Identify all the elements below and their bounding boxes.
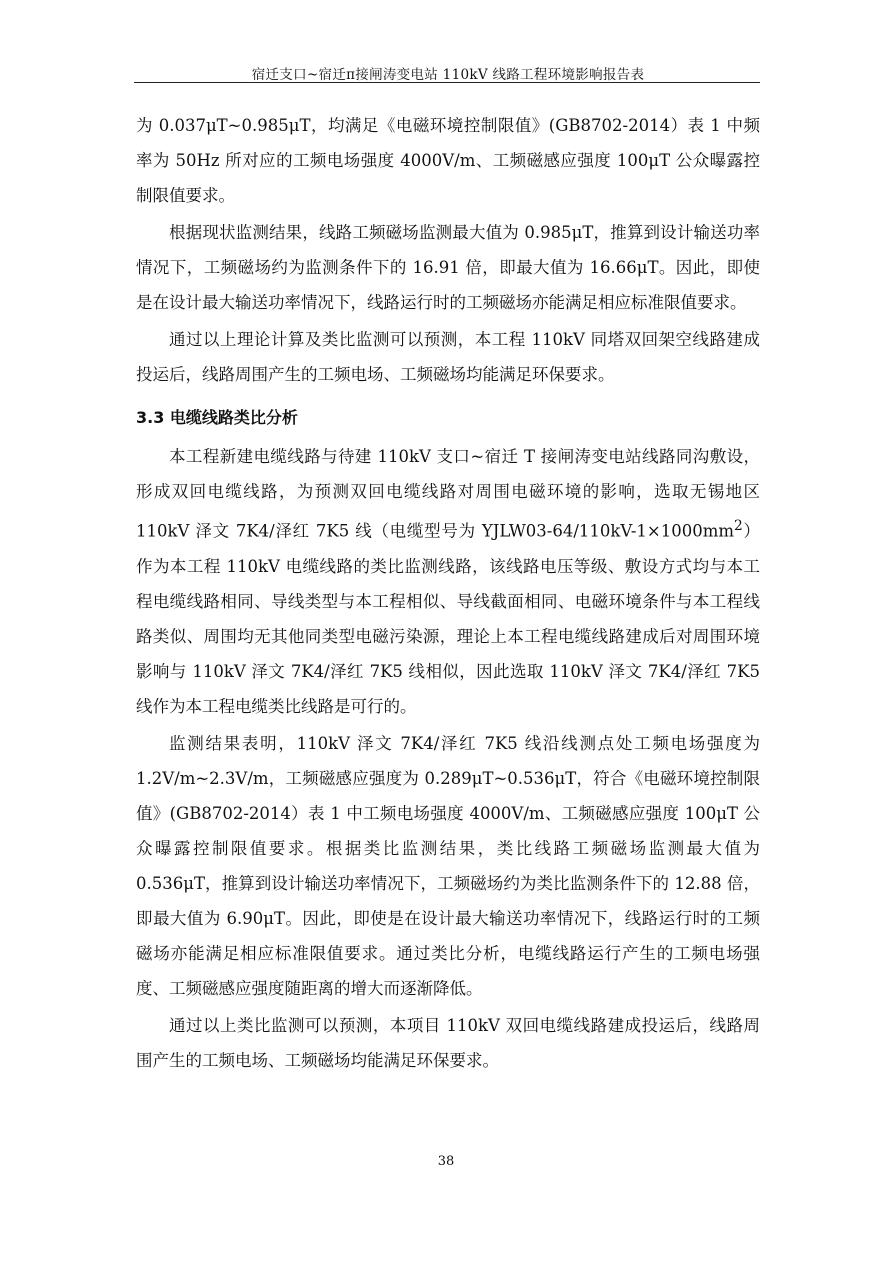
- header-divider: [134, 82, 760, 83]
- cable-analogy-text-b: ）作为本工程 110kV 电缆线路的类比监测线路，该线路电压等级、敷设方式均与本工程电缆线路相同、导线类型与本工程相似、导线截面相同、电磁环境条件与本工程线路类似、周围均无其他同类型电磁污染源，理论上本工程电缆线路建成后对周围环境影响与 110kV 泽文 7K4/泽红 7K5 线相似，因此选取 110kV 泽文 7K4/泽红 7K5 线作为本工程电缆类比线路是可行的。: [136, 521, 760, 716]
- document-body: [136, 108, 760, 1080]
- cable-analogy-text-a: 本工程新建电缆线路与待建 110kV 支口~宿迁 T 接闸涛变电站线路同沟敷设，形成双回电缆线路，为预测双回电缆线路对周围电磁环境的影响，选取无锡地区 110kV 泽文 7K4/泽红 7K5 线（电缆型号为 YJLW03-64/110kV-1×1000mm: [136, 447, 760, 541]
- page-number: 38: [437, 1154, 455, 1169]
- superscript: 2: [734, 518, 743, 534]
- paragraph-continuation: 为 0.037μT~0.985μT，均满足《电磁环境控制限值》(GB8702-2014）表 1 中频率为 50Hz 所对应的工频电场强度 4000V/m、工频磁感应强度 100μT 公众曝露控制限值要求。: [136, 116, 760, 205]
- paragraph-monitoring-result: 根据现状监测结果，线路工频磁场监测最大值为 0.985μT，推算到设计输送功率情况下，工频磁场约为监测条件下的 16.91 倍，即最大值为 16.66μT。因此，即使是在设计最大输送功率情况下，线路运行时的工频磁场亦能满足相应标准限值要求。: [136, 223, 760, 312]
- paragraph-overhead-conclusion: 通过以上理论计算及类比监测可以预测，本工程 110kV 同塔双回架空线路建成投运后，线路周围产生的工频电场、工频磁场均能满足环保要求。: [136, 330, 760, 384]
- paragraph-cable-monitoring: 监测结果表明，110kV 泽文 7K4/泽红 7K5 线沿线测点处工频电场强度为 1.2V/m~2.3V/m，工频磁感应强度为 0.289μT~0.536μT，符合《电磁环境控制限值》(GB8702-2014）表 1 中工频电场强度 4000V/m、工频磁感应强度 100μT 公众曝露控制限值要求。根据类比监测结果，类比线路工频磁场监测最大值为 0.536μT，推算到设计输送功率情况下，工频磁场约为类比监测条件下的 12.88 倍，即最大值为 6.90μT。因此，即使是在设计最大输送功率情况下，线路运行时的工频磁场亦能满足相应标准限值要求。通过类比分析，电缆线路运行产生的工频电场强度、工频磁感应强度随距离的增大而逐渐降低。: [136, 733, 760, 998]
- running-header: 宿迁支口~宿迁π接闸涛变电站 110kV 线路工程环境影响报告表: [251, 67, 645, 83]
- paragraph-cable-analogy: [136, 439, 760, 724]
- section-heading: 3.3 电缆线路类比分析: [136, 408, 298, 427]
- paragraph-cable-conclusion: 通过以上类比监测可以预测，本项目 110kV 双回电缆线路建成投运后，线路周围产生的工频电场、工频磁场均能满足环保要求。: [136, 1015, 760, 1070]
